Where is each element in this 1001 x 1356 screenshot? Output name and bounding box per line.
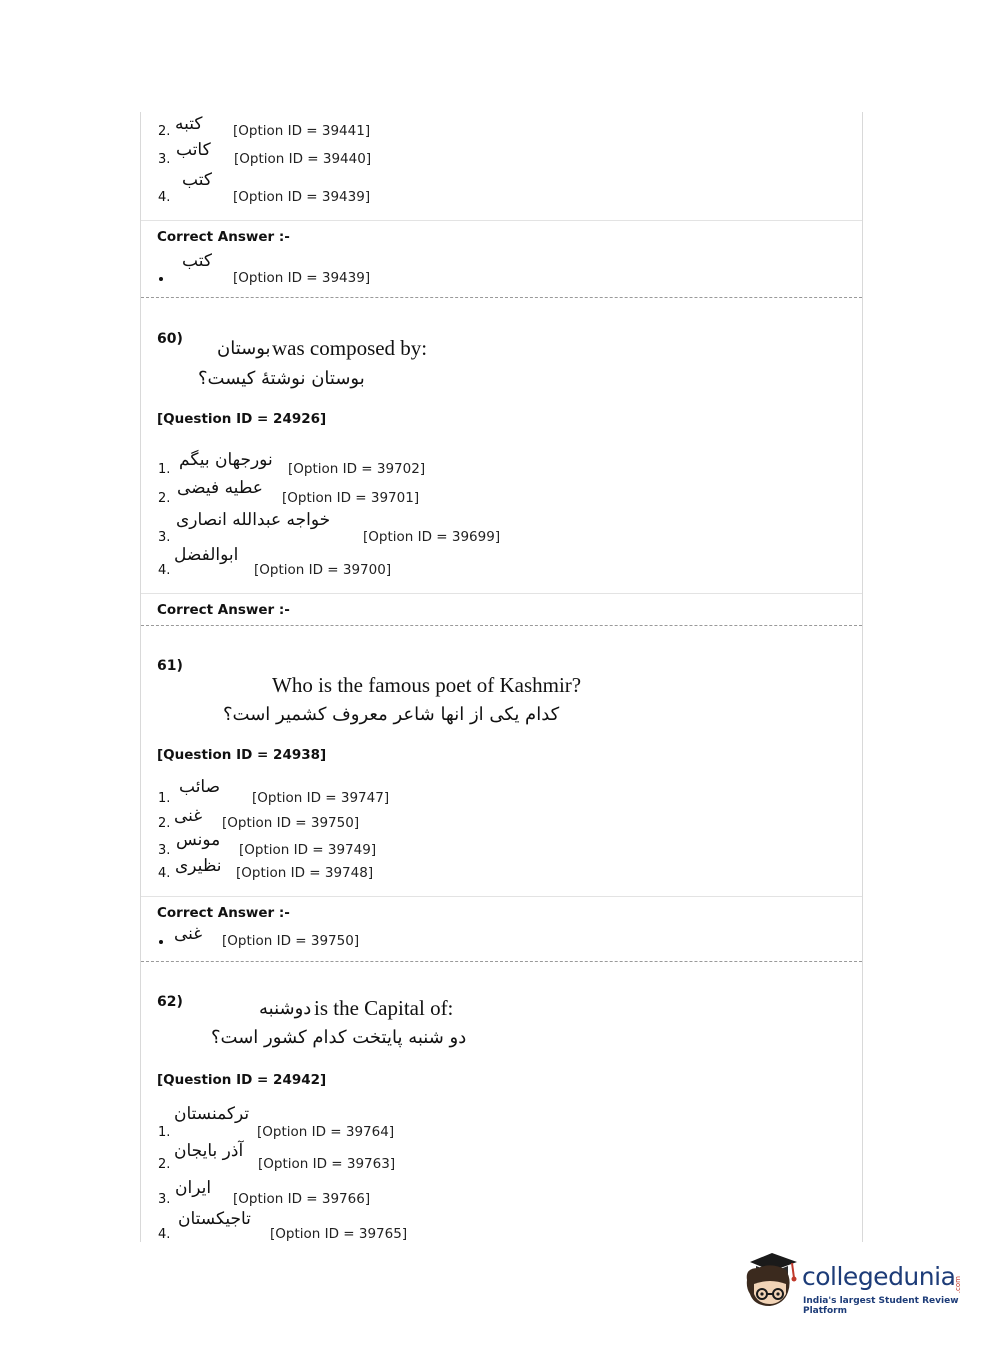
option-number: 2. (158, 1157, 171, 1172)
question-separator (141, 961, 862, 962)
option-number: 4. (158, 563, 171, 578)
question-number: 62) (157, 994, 183, 1010)
option-text-urdu: نظیری (175, 856, 222, 876)
option-text-urdu: ترکمنستان (174, 1104, 250, 1124)
question-urdu-word: دوشنبه (259, 998, 312, 1019)
option-id: [Option ID = 39764] (257, 1124, 395, 1140)
correct-answer-label: Correct Answer :- (157, 905, 290, 921)
option-text-urdu: کتبه (175, 114, 203, 134)
option-number: 4. (158, 190, 171, 205)
correct-answer-option-id: [Option ID = 39750] (222, 933, 360, 949)
option-id: [Option ID = 39701] (282, 490, 420, 506)
option-number: 3. (158, 843, 171, 858)
question-paper-page (140, 112, 863, 1242)
divider (141, 593, 862, 594)
option-id: [Option ID = 39765] (270, 1226, 408, 1242)
correct-answer-text: کتب (182, 251, 212, 271)
option-id: [Option ID = 39748] (236, 865, 374, 881)
brand-suffix: .com (954, 1276, 962, 1294)
option-number: 2. (158, 491, 171, 506)
question-id: [Question ID = 24926] (157, 411, 327, 427)
option-id: [Option ID = 39747] (252, 790, 390, 806)
question-persian-text: دو شنبه پایتخت کدام کشور است؟ (211, 1027, 467, 1048)
collegedunia-logo[interactable] (742, 1250, 972, 1320)
option-id: [Option ID = 39699] (363, 529, 501, 545)
bullet (159, 940, 163, 944)
option-id: [Option ID = 39441] (233, 123, 371, 139)
bullet (159, 277, 163, 281)
option-id: [Option ID = 39749] (239, 842, 377, 858)
option-text-urdu: عطیه فیضی (177, 478, 263, 498)
question-id: [Question ID = 24938] (157, 747, 327, 763)
divider (141, 896, 862, 897)
option-text-urdu: تاجیکستان (178, 1209, 251, 1229)
question-id: [Question ID = 24942] (157, 1072, 327, 1088)
option-id: [Option ID = 39766] (233, 1191, 371, 1207)
option-number: 3. (158, 1192, 171, 1207)
option-number: 3. (158, 152, 171, 167)
option-text-urdu: صائب (179, 777, 221, 797)
option-number: 1. (158, 791, 171, 806)
option-number: 2. (158, 124, 171, 139)
option-text-urdu: کاتب (176, 140, 211, 160)
option-id: [Option ID = 39439] (233, 189, 371, 205)
option-number: 3. (158, 530, 171, 545)
question-urdu-word: بوستان (217, 338, 271, 359)
correct-answer-text: غنی (174, 924, 203, 944)
question-number: 61) (157, 658, 183, 674)
question-separator (141, 297, 862, 298)
question-english-text: is the Capital of: (314, 996, 454, 1020)
option-text-urdu: غنی (174, 806, 203, 826)
option-number: 1. (158, 462, 171, 477)
option-id: [Option ID = 39702] (288, 461, 426, 477)
question-english-text: was composed by: (272, 336, 428, 360)
option-text-urdu: نورجهان بیگم (179, 450, 273, 470)
question-number: 60) (157, 331, 183, 347)
question-separator (141, 625, 862, 626)
option-id: [Option ID = 39700] (254, 562, 392, 578)
option-number: 4. (158, 1227, 171, 1242)
option-number: 2. (158, 816, 171, 831)
option-text-urdu: ایران (175, 1178, 212, 1198)
correct-answer-label: Correct Answer :- (157, 602, 290, 618)
option-id: [Option ID = 39440] (234, 151, 372, 167)
option-number: 4. (158, 866, 171, 881)
correct-answer-option-id: [Option ID = 39439] (233, 270, 371, 286)
question-persian-text: بوستان نوشتهٔ کیست؟ (198, 368, 365, 389)
brand-name: collegedunia (802, 1262, 956, 1291)
option-text-urdu: ابوالفضل (174, 545, 239, 565)
mascot-icon (742, 1250, 800, 1312)
option-text-urdu: مونس (176, 830, 221, 850)
option-id: [Option ID = 39750] (222, 815, 360, 831)
question-english-text: Who is the famous poet of Kashmir? (272, 673, 582, 697)
option-text-urdu: کتب (182, 170, 212, 190)
option-text-urdu: آذر بایجان (174, 1141, 244, 1161)
option-number: 1. (158, 1125, 171, 1140)
question-persian-text: کدام یکی از انها شاعر معروف کشمیر است؟ (223, 704, 560, 725)
correct-answer-label: Correct Answer :- (157, 229, 290, 245)
option-text-urdu: خواجه عبدالله انصاری (176, 510, 331, 530)
option-id: [Option ID = 39763] (258, 1156, 396, 1172)
divider (141, 220, 862, 221)
brand-tagline: India's largest Student Review Platform (803, 1296, 959, 1316)
